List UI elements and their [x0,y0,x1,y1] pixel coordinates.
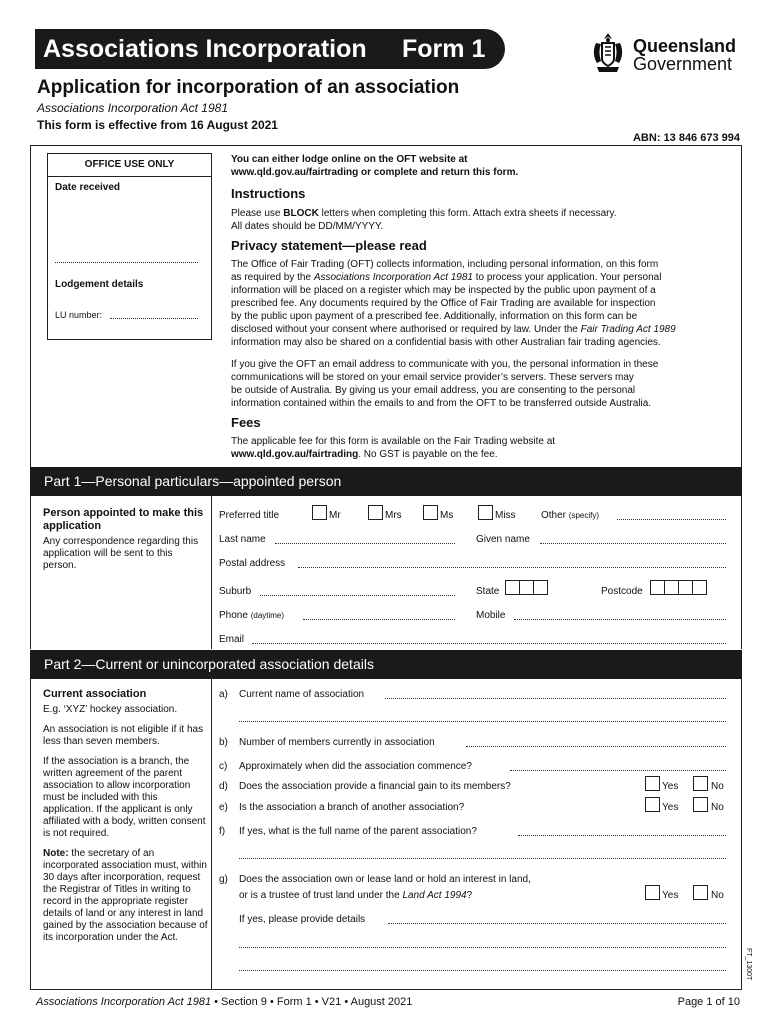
last-name-input[interactable] [275,536,455,544]
privacy-p1-line: The Office of Fair Trading (OFT) collects information, including personal information, on this form [231,259,659,270]
financial-gain-yes-checkbox[interactable] [645,776,660,791]
question-c-text: Approximately when did the association commence? [239,761,472,772]
act-name: Associations Incorporation Act 1981 [313,272,473,283]
no-label: No [711,802,724,813]
privacy-heading: Privacy statement—please read [231,238,427,253]
question-d-text: Does the association provide a financial gain to its members? [239,781,511,792]
miss-label: Miss [495,510,516,521]
last-name-label: Last name [219,534,266,545]
email-label: Email [219,634,245,645]
other-title-input[interactable] [617,512,726,520]
mobile-label: Mobile [476,610,506,621]
privacy-p1-line: information will be placed on a register which may be inspected by the public upon payment of a [231,285,656,296]
form-banner [35,29,505,69]
mr-label: Mr [329,510,341,521]
lodge-line-1: You can either lodge online on the OFT website at [231,154,468,165]
yes-label: Yes [662,802,679,813]
g-text-part: or is a trustee of trust land under the [239,890,403,901]
privacy-p1-line: by the public upon payment of a prescribed fee. Additionally, information on this form can be [231,311,638,322]
footer-text [36,996,412,1008]
question-e-letter: e) [219,802,228,813]
land-details-label: If yes, please provide details [239,914,366,925]
preferred-title-label: Preferred title [219,510,280,521]
parent-name-input-line2[interactable] [239,851,726,859]
no-label: No [711,781,724,792]
note-text: the secretary of an incorporated association must, within 30 days after incorporation, request the Registrar of Titles in writing to record in the appropriate register details of land or any interest in land gained by the association because of its incorporation under the Act. [43,848,208,943]
queensland-government-logo [589,31,749,77]
state-boxes[interactable] [505,579,548,597]
part2-heading: Part 2—Current or unincorporated association details [30,650,742,679]
specify-label: (specify) [568,511,600,520]
logo-text-queensland: Queensland [633,36,737,56]
part1-column-divider [211,496,212,649]
postcode-char-box[interactable] [664,580,679,595]
no-label: No [711,890,724,901]
mobile-input[interactable] [514,612,726,620]
question-b-text: Number of members currently in association [239,737,435,748]
footer-act: Associations Incorporation Act 1981 [36,996,212,1008]
postcode-char-box[interactable] [650,580,665,595]
mrs-checkbox[interactable] [368,505,383,520]
postal-address-label: Postal address [219,558,286,569]
question-c-letter: c) [219,761,228,772]
mrs-label: Mrs [385,510,402,521]
land-details-input-line2[interactable] [239,940,726,948]
postcode-boxes[interactable] [650,579,707,597]
question-f-letter: f) [219,826,226,837]
part1-left-border [30,496,31,649]
land-act-name: Land Act 1994 [402,890,467,901]
form-title: Application for incorporation of an association [37,77,460,98]
privacy-p1-line: to process your application. Your personal [473,272,662,283]
postcode-label: Postcode [601,586,643,597]
part1-heading: Part 1—Personal particulars—appointed person [30,467,742,496]
page-number: Page 1 of 10 [677,996,740,1008]
question-f-text: If yes, what is the full name of the parent association? [239,826,477,837]
land-details-input[interactable] [388,916,726,924]
lu-number-line [110,318,198,319]
privacy-p1-line: disclosed without your consent where authorised or required by law. Under the [231,324,581,335]
question-b-letter: b) [219,737,228,748]
land-no-checkbox[interactable] [693,885,708,900]
question-g-text-2 [239,890,472,901]
footer-details: • Section 9 • Form 1 • V21 • August 2021 [211,996,413,1008]
ms-checkbox[interactable] [423,505,438,520]
parent-name-input[interactable] [518,828,726,836]
land-details-input-line3[interactable] [239,963,726,971]
part1-left-text: Any correspondence regarding this application will be sent to this person. [43,536,199,571]
other-label: Other [541,510,567,521]
privacy-paragraph-1 [231,258,731,349]
postal-address-input[interactable] [298,560,726,568]
effective-date: This form is effective from 16 August 2021 [37,118,278,132]
date-received-line [55,262,198,263]
date-received-label: Date received [55,182,121,193]
lodgement-details-label: Lodgement details [55,279,144,290]
commence-date-input[interactable] [510,763,726,771]
part2-bottom-border [30,989,742,990]
privacy-p2-line: communications will be stored on your email service provider’s servers. These servers may [231,372,634,383]
privacy-paragraph-2 [231,358,731,410]
g-text-part: ? [466,890,473,901]
phone-label [219,610,284,621]
instructions-pre: Please use [231,208,284,219]
privacy-p1-line: prescribed fee. Any documents required by the Office of Fair Trading are available for inspection [231,298,656,309]
privacy-p1-line: information may also be shared on a confidential basis with other Australian fair trading agencies. [231,337,661,348]
part2-left-eligibility: An association is not eligible if it has less than seven members. [43,724,204,747]
branch-yes-checkbox[interactable] [645,797,660,812]
privacy-p2-line: information contained within the emails to and from the OFT to be transferred outside Australia. [231,398,652,409]
part1-left-heading: Person appointed to make this application [43,507,204,532]
question-d-letter: d) [219,781,228,792]
lodge-online-text [231,153,731,179]
lu-number-label: LU number: [55,310,103,320]
part1-left-panel [43,507,208,572]
instructions-block: BLOCK [283,208,319,219]
instructions-post: letters when completing this form. Attach extra sheets if necessary. [318,208,617,219]
coat-of-arms-icon [589,31,627,77]
state-char-box[interactable] [519,580,534,595]
part2-left-panel [43,688,208,944]
question-e-text: Is the association a branch of another association? [239,802,465,813]
member-count-input[interactable] [466,739,726,747]
postcode-char-box[interactable] [692,580,707,595]
banner-title: Associations Incorporation [43,35,367,63]
part2-left-note [43,848,208,944]
other-title-label [541,510,599,521]
instructions-text [231,207,731,233]
state-label: State [476,586,500,597]
fees-website: www.qld.gov.au/fairtrading [231,449,359,460]
phone-text: Phone [219,610,248,621]
suburb-input[interactable] [260,588,455,596]
privacy-p1-line: as required by the [231,272,314,283]
question-g-letter: g) [219,874,228,885]
fees-line-2: . No GST is payable on the fee. [358,449,498,460]
instructions-line-2: All dates should be DD/MM/YYYY. [231,221,384,232]
state-char-box[interactable] [505,580,520,595]
miss-checkbox[interactable] [478,505,493,520]
part1-right-border [741,496,742,649]
office-use-heading: OFFICE USE ONLY [47,153,212,177]
postcode-char-box[interactable] [678,580,693,595]
part2-column-divider [211,679,212,990]
fees-text [231,435,731,461]
question-a-text: Current name of association [239,689,365,700]
state-char-box[interactable] [533,580,548,595]
given-name-input[interactable] [540,536,726,544]
fees-line-1: The applicable fee for this form is available on the Fair Trading website at [231,436,556,447]
suburb-label: Suburb [219,586,252,597]
land-yes-checkbox[interactable] [645,885,660,900]
current-name-input-line2[interactable] [239,714,726,722]
privacy-p2-line: If you give the OFT an email address to communicate with you, the personal information in these [231,359,659,370]
note-label: Note: [43,848,69,859]
part2-left-border [30,679,31,990]
part2-right-border [741,679,742,990]
financial-gain-no-checkbox[interactable] [693,776,708,791]
form-code: FT_1300T [745,948,752,981]
question-g-text-1: Does the association own or lease land or hold an interest in land, [239,874,531,885]
abn: ABN: 13 846 673 994 [632,132,740,144]
yes-label: Yes [662,781,679,792]
privacy-p2-line: be outside of Australia. By giving us your email address, you are consenting to the personal [231,385,636,396]
phone-input[interactable] [303,612,455,620]
question-a-letter: a) [219,689,228,700]
email-input[interactable] [252,636,726,644]
logo-text-government: Government [633,54,733,74]
instructions-heading: Instructions [231,186,306,201]
part2-left-branch: If the association is a branch, the written agreement of the parent association to allow incorporation must be included with this application. If the applicant is only affiliated with a body, written consent is not required. [43,756,206,839]
yes-label: Yes [662,890,679,901]
branch-no-checkbox[interactable] [693,797,708,812]
mr-checkbox[interactable] [312,505,327,520]
act-name: Fair Trading Act 1989 [580,324,676,335]
current-name-input[interactable] [385,691,726,699]
given-name-label: Given name [476,534,530,545]
part2-left-example: E.g. ‘XYZ’ hockey association. [43,704,178,715]
ms-label: Ms [440,510,454,521]
fees-heading: Fees [231,415,261,430]
daytime-text: (daytime) [250,611,285,620]
form-number: Form 1 [402,35,486,63]
act-reference: Associations Incorporation Act 1981 [37,101,228,115]
part2-left-heading: Current association [43,688,147,700]
lodge-line-2: www.qld.gov.au/fairtrading or complete and return this form. [231,167,519,178]
